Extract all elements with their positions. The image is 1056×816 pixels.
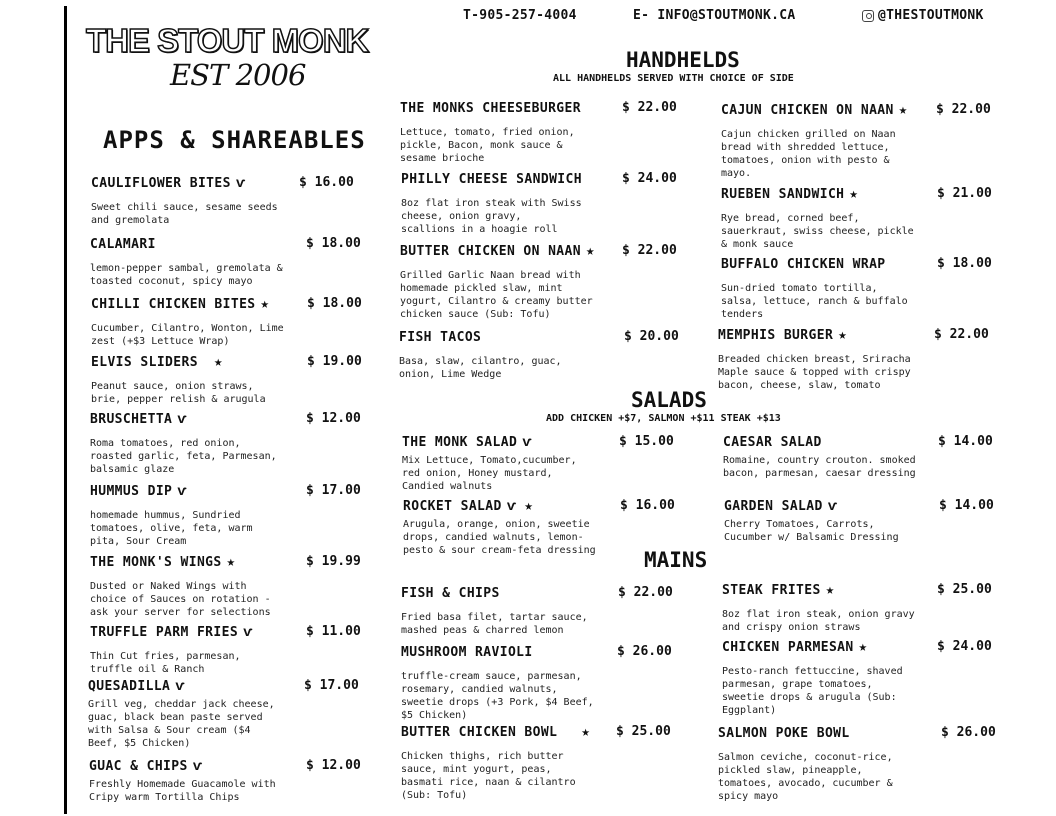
item-marker: ★ <box>226 554 236 570</box>
menu-item <box>722 582 1002 634</box>
item-name: CHICKEN PARMESAN ★ <box>722 639 868 655</box>
item-price: $ 25.00 <box>937 582 992 597</box>
item-price: $ 12.00 <box>306 758 361 773</box>
brand-logo <box>86 22 369 92</box>
item-description: Salmon ceviche, coconut-rice, pickled slaw, pineapple, tomatoes, avocado, cucumber & spicy mayo <box>718 752 893 802</box>
item-price: $ 18.00 <box>306 236 361 251</box>
menu-item <box>90 483 365 548</box>
menu-item <box>721 102 1001 180</box>
item-name: CAJUN CHICKEN ON NAAN ★ <box>721 102 908 118</box>
item-marker: ⱱ <box>243 624 252 640</box>
item-description: Cherry Tomatoes, Carrots, Cucumber w/ Balsamic Dressing <box>724 519 899 543</box>
item-name: CAULIFLOWER BITES ⱱ <box>91 175 245 191</box>
menu-item <box>90 236 365 288</box>
item-price: $ 26.00 <box>941 725 996 740</box>
item-marker: ⱱ <box>177 411 187 427</box>
item-description: Cucumber, Cilantro, Wonton, Lime zest (+$3 Lettuce Wrap) <box>91 323 284 347</box>
item-name: RUEBEN SANDWICH ★ <box>721 186 859 202</box>
menu-item <box>401 171 686 236</box>
item-description: Roma tomatoes, red onion, roasted garlic, feta, Parmesan, balsamic glaze <box>90 438 277 475</box>
menu-item <box>401 644 686 722</box>
item-price: $ 22.00 <box>618 585 673 600</box>
handhelds-section-title: HANDHELDS <box>626 48 740 72</box>
item-name: SALMON POKE BOWL <box>718 726 850 741</box>
item-name: GARDEN SALAD ⱱ <box>724 498 837 514</box>
item-price: $ 18.00 <box>937 256 992 271</box>
item-description: Dusted or Naked Wings with choice of Sauces on rotation - ask your server for selections <box>90 581 271 618</box>
item-description: Lettuce, tomato, fried onion, pickle, Bacon, monk sauce & sesame brioche <box>400 127 575 164</box>
item-description: Grill veg, cheddar jack cheese, guac, black bean paste served with Salsa & Sour cream ($4 Beef, $5 Chicken) <box>88 699 275 749</box>
item-price: $ 22.00 <box>622 100 677 115</box>
item-description: Mix Lettuce, Tomato,cucumber, red onion, Honey mustard, Candied walnuts <box>402 455 577 492</box>
menu-item <box>399 329 684 381</box>
item-name: CAESAR SALAD <box>723 435 822 450</box>
item-price: $ 20.00 <box>624 329 679 344</box>
item-price: $ 19.99 <box>306 554 361 569</box>
item-description: Breaded chicken breast, Sriracha Maple sauce & topped with crispy bacon, cheese, slaw, tomato <box>718 354 911 391</box>
item-marker: ★ <box>838 327 848 343</box>
item-name: QUESADILLA ⱱ <box>88 678 185 694</box>
item-description: Pesto-ranch fettuccine, shaved parmesan, grape tomatoes, sweetie drops & arugula (Sub: Eggplant) <box>722 666 903 716</box>
menu-item <box>400 243 685 321</box>
item-description: Rye bread, corned beef, sauerkraut, swiss cheese, pickle & monk sauce <box>721 213 914 250</box>
item-description: truffle-cream sauce, parmesan, rosemary, candied walnuts, sweetie drops (+3 Pork, $4 Beef, $5 Chicken) <box>401 671 594 721</box>
item-description: homemade hummus, Sundried tomatoes, olive, feta, warm pita, Sour Cream <box>90 510 253 547</box>
contact-social <box>862 8 984 23</box>
item-description: Basa, slaw, cilantro, guac, onion, Lime Wedge <box>399 356 562 380</box>
menu-item <box>724 498 1004 544</box>
item-price: $ 18.00 <box>307 296 362 311</box>
item-description: Cajun chicken grilled on Naan bread with shredded lettuce, tomatoes, onion with pesto & mayo. <box>721 129 896 179</box>
item-price: $ 14.00 <box>939 498 994 513</box>
menu-item <box>403 498 688 557</box>
item-name: FISH TACOS <box>399 330 482 345</box>
item-price: $ 17.00 <box>306 483 361 498</box>
item-description: lemon-pepper sambal, gremolata & toasted coconut, spicy mayo <box>90 263 283 287</box>
item-marker: ⱱ <box>175 678 185 694</box>
item-price: $ 22.00 <box>622 243 677 258</box>
menu-item <box>401 585 686 637</box>
menu-item <box>722 639 1002 717</box>
menu-item <box>91 175 361 227</box>
item-name: STEAK FRITES ★ <box>722 582 835 598</box>
menu-item <box>718 725 1003 803</box>
menu-item <box>89 758 364 804</box>
instagram-icon <box>862 10 874 22</box>
brand-name: THE STOUT MONK <box>86 22 369 59</box>
item-marker: ★ <box>825 582 835 598</box>
item-name: HUMMUS DIP ⱱ <box>90 483 187 499</box>
item-description: Sweet chili sauce, sesame seeds and gremolata <box>91 202 278 226</box>
item-price: $ 26.00 <box>617 644 672 659</box>
menu-item <box>721 256 1001 321</box>
menu-item <box>90 624 365 676</box>
item-name: THE MONK'S WINGS ★ <box>90 554 236 570</box>
item-description: Sun-dried tomato tortilla, salsa, lettuce, ranch & buffalo tenders <box>721 283 908 320</box>
contact-email: E- INFO@STOUTMONK.CA <box>633 8 796 23</box>
item-name: TRUFFLE PARM FRIES ⱱ <box>90 624 252 640</box>
item-name: FISH & CHIPS <box>401 586 500 601</box>
item-description: Arugula, orange, onion, sweetie drops, candied walnuts, lemon- pesto & sour cream-feta dressing <box>403 519 596 556</box>
item-name: ELVIS SLIDERS ★ <box>91 354 223 370</box>
menu-item <box>400 100 685 165</box>
item-marker: ★ <box>858 639 868 655</box>
item-name: CHILLI CHICKEN BITES ★ <box>91 296 270 312</box>
menu-item <box>718 327 1001 392</box>
item-marker: ★ <box>260 296 270 312</box>
item-price: $ 22.00 <box>936 102 991 117</box>
mains-section-title: MAINS <box>644 548 708 572</box>
item-name: THE MONKS CHEESEBURGER <box>400 101 581 116</box>
item-description: Thin Cut fries, parmesan, truffle oil & Ranch <box>90 651 241 675</box>
left-border <box>64 6 67 814</box>
menu-item <box>88 678 363 750</box>
item-description: Romaine, country crouton. smoked bacon, parmesan, caesar dressing <box>723 455 916 479</box>
item-price: $ 24.00 <box>622 171 677 186</box>
item-name: GUAC & CHIPS ⱱ <box>89 758 202 774</box>
item-marker: ⱱ <box>827 498 837 514</box>
item-marker: ★ <box>898 102 908 118</box>
item-description: 8oz flat iron steak with Swiss cheese, onion gravy, scallions in a hoagie roll <box>401 198 582 235</box>
menu-item <box>721 186 1001 251</box>
menu-item <box>402 434 687 493</box>
item-name: PHILLY CHEESE SANDWICH <box>401 172 582 187</box>
salads-section-title: SALADS <box>631 388 707 412</box>
item-name: MUSHROOM RAVIOLI <box>401 645 533 660</box>
salads-subtitle: ADD CHICKEN +$7, SALMON +$11 STEAK +$13 <box>546 413 781 424</box>
item-marker: ★ <box>586 243 595 259</box>
item-marker: ⱱ ★ <box>506 498 534 514</box>
item-price: $ 15.00 <box>619 434 674 449</box>
item-description: 8oz flat iron steak, onion gravy and crispy onion straws <box>722 609 915 633</box>
item-price: $ 12.00 <box>306 411 361 426</box>
menu-item <box>723 434 1003 480</box>
item-name: BUTTER CHICKEN ON NAAN ★ <box>400 243 595 259</box>
menu-item <box>91 354 366 406</box>
item-marker: ⱱ <box>235 175 245 191</box>
item-name: BUFFALO CHICKEN WRAP <box>721 257 886 272</box>
item-description: Grilled Garlic Naan bread with homemade pickled slaw, mint yogurt, Cilantro & creamy butter chicken sauce (Sub: Tofu) <box>400 270 593 320</box>
menu-item <box>90 411 365 476</box>
item-price: $ 25.00 <box>616 724 671 739</box>
item-price: $ 24.00 <box>937 639 992 654</box>
item-name: BUTTER CHICKEN BOWL ★ <box>401 724 591 740</box>
item-marker: ⱱ <box>522 434 531 450</box>
contact-phone: T-905-257-4004 <box>463 8 577 23</box>
item-description: Freshly Homemade Guacamole with Cripy warm Tortilla Chips <box>89 779 276 803</box>
item-description: Fried basa filet, tartar sauce, mashed peas & charred lemon <box>401 612 588 636</box>
menu-item <box>401 724 686 802</box>
social-handle: @THESTOUTMONK <box>878 8 984 23</box>
menu-item <box>90 554 365 619</box>
item-price: $ 22.00 <box>934 327 989 342</box>
handhelds-subtitle: ALL HANDHELDS SERVED WITH CHOICE OF SIDE <box>553 73 794 84</box>
item-name: MEMPHIS BURGER ★ <box>718 327 848 343</box>
item-marker: ★ <box>581 724 591 740</box>
item-marker: ⱱ <box>177 483 187 499</box>
item-description: Chicken thighs, rich butter sauce, mint yogurt, peas, basmati rice, naan & cilantro (Sub: Tofu) <box>401 751 576 801</box>
item-marker: ★ <box>213 354 223 370</box>
item-marker: ★ <box>849 186 859 202</box>
item-marker: ⱱ <box>192 758 202 774</box>
item-name: THE MONK SALAD ⱱ <box>402 434 531 450</box>
item-name: BRUSCHETTA ⱱ <box>90 411 187 427</box>
item-price: $ 11.00 <box>306 624 361 639</box>
menu-item <box>91 296 366 348</box>
brand-est: EST 2006 <box>170 58 306 92</box>
item-price: $ 14.00 <box>938 434 993 449</box>
item-price: $ 19.00 <box>307 354 362 369</box>
item-name: ROCKET SALAD ⱱ ★ <box>403 498 534 514</box>
apps-section-title: APPS & SHAREABLES <box>103 126 366 154</box>
item-price: $ 17.00 <box>304 678 359 693</box>
item-description: Peanut sauce, onion straws, brie, pepper relish & arugula <box>91 381 266 405</box>
item-price: $ 16.00 <box>299 175 354 190</box>
item-price: $ 21.00 <box>937 186 992 201</box>
item-name: CALAMARI <box>90 237 156 252</box>
item-price: $ 16.00 <box>620 498 675 513</box>
